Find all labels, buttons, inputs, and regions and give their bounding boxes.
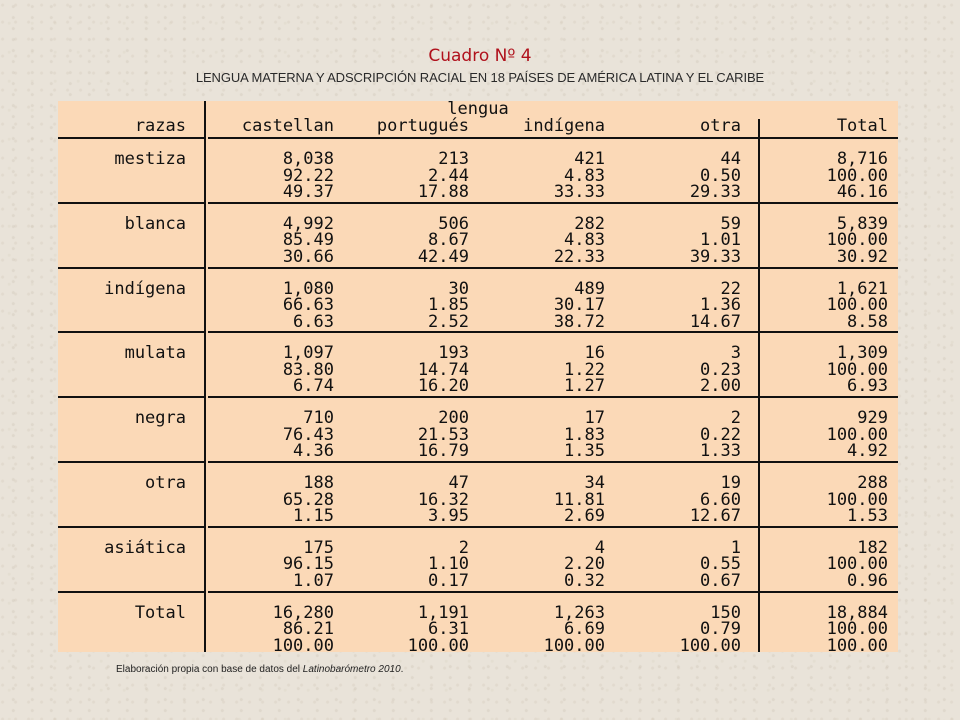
footnote-suffix: . <box>400 664 404 675</box>
table-cell: 14.74 <box>417 359 469 380</box>
table-cell: 76.43 <box>282 424 334 445</box>
table-cell: 175 <box>303 537 334 558</box>
table-cell: 1.33 <box>700 441 741 462</box>
table-cell: 1.01 <box>700 230 741 251</box>
row-label: asiática <box>104 537 186 558</box>
row-separator <box>58 267 204 269</box>
row-label: Total <box>134 602 186 623</box>
table-cell: 83.80 <box>282 359 334 380</box>
table-cell: 100.00 <box>407 635 469 656</box>
table-cell: 100.00 <box>826 165 888 186</box>
page-title: Cuadro Nº 4 <box>428 46 532 66</box>
row-label: mulata <box>124 343 186 364</box>
table-cell: 0.67 <box>700 570 741 591</box>
table-cell: 5,839 <box>836 213 888 234</box>
table-cell: 16,280 <box>272 602 334 623</box>
table-cell: 16.79 <box>417 441 469 462</box>
table-cell: 100.00 <box>826 359 888 380</box>
source-footnote <box>116 664 403 675</box>
column-header-2: indígena <box>523 116 605 136</box>
row-separator <box>208 461 898 463</box>
table-cell: 6.93 <box>847 376 888 397</box>
table-cell: 17.88 <box>417 182 469 202</box>
table-cell: 30 <box>448 278 469 299</box>
table-cell: 38.72 <box>553 311 605 332</box>
table-cell: 506 <box>438 213 469 234</box>
row-separator <box>58 591 204 593</box>
footnote-text: Elaboración propia con base de datos del <box>116 664 303 675</box>
row-separator <box>58 396 204 398</box>
footnote-source: Latinobarómetro 2010 <box>302 664 401 675</box>
table-cell: 4.92 <box>847 441 888 462</box>
table-cell: 46.16 <box>836 182 888 202</box>
row-separator <box>208 331 898 333</box>
table-cell: 17 <box>584 408 605 429</box>
table-cell: 0.96 <box>847 570 888 591</box>
table-cell: 489 <box>574 278 605 299</box>
table-cell: 16.32 <box>417 489 469 510</box>
table-cell: 0.55 <box>700 554 741 575</box>
table-cell: 1,263 <box>553 602 605 623</box>
table-cell: 8,716 <box>836 149 888 169</box>
table-cell: 30.92 <box>836 246 888 267</box>
table-cell: 100.00 <box>826 619 888 640</box>
table-cell: 85.49 <box>282 230 334 251</box>
table-cell: 2.44 <box>428 165 469 186</box>
table-cell: 100.00 <box>826 635 888 656</box>
column-header-1: portugués <box>376 116 469 136</box>
row-label: indígena <box>104 278 186 299</box>
table-cell: 182 <box>857 537 888 558</box>
table-cell: 19 <box>720 473 741 493</box>
table-cell: 4,992 <box>282 213 334 234</box>
table-cell: 100.00 <box>826 424 888 445</box>
table-cell: 1,080 <box>282 278 334 299</box>
table-cell: 1,309 <box>836 343 888 364</box>
table-cell: 44 <box>720 149 741 169</box>
table-cell: 0.17 <box>428 570 469 591</box>
table-cell: 6.60 <box>700 489 741 510</box>
table-cell: 30.17 <box>553 295 605 316</box>
table-cell: 14.67 <box>689 311 741 332</box>
table-cell: 21.53 <box>417 424 469 445</box>
row-separator <box>58 526 204 528</box>
table-cell: 100.00 <box>826 230 888 251</box>
table-cell: 96.15 <box>282 554 334 575</box>
table-cell: 0.50 <box>700 165 741 186</box>
table-cell: 2.69 <box>564 506 605 526</box>
row-separator <box>58 202 204 204</box>
row-label: blanca <box>124 213 186 234</box>
table-cell: 92.22 <box>282 165 334 186</box>
table-cell: 0.32 <box>564 570 605 591</box>
table-cell: 30.66 <box>282 246 334 267</box>
table-cell: 4.83 <box>564 230 605 251</box>
table-cell: 12.67 <box>689 506 741 526</box>
table-cell: 4 <box>594 537 605 558</box>
table-cell: 3.95 <box>428 506 469 526</box>
table-cell: 100.00 <box>826 489 888 510</box>
table-cell: 1.53 <box>847 506 888 526</box>
table-cell: 6.31 <box>428 619 469 640</box>
table-cell: 29.33 <box>689 182 741 202</box>
table-cell: 710 <box>303 408 334 429</box>
table-cell: 1.36 <box>700 295 741 316</box>
table-cell: 1.10 <box>428 554 469 575</box>
column-header-0: castellan <box>241 116 334 136</box>
table-cell: 421 <box>574 149 605 169</box>
table-cell: 1.83 <box>564 424 605 445</box>
table-cell: 200 <box>438 408 469 429</box>
table-cell: 0.79 <box>700 619 741 640</box>
table-cell: 16 <box>584 343 605 364</box>
row-separator <box>208 526 898 528</box>
table-cell: 1.15 <box>293 506 334 526</box>
table-cell: 1,621 <box>836 278 888 299</box>
table-cell: 34 <box>584 473 605 493</box>
table-cell: 0.23 <box>700 359 741 380</box>
table-cell: 65.28 <box>282 489 334 510</box>
table-cell: 11.81 <box>553 489 605 510</box>
table-cell: 59 <box>720 213 741 234</box>
table-cell: 2.00 <box>700 376 741 397</box>
table-cell: 100.00 <box>679 635 741 656</box>
table-cell: 49.37 <box>282 182 334 202</box>
table-cell: 3 <box>730 343 741 364</box>
row-separator <box>208 267 898 269</box>
row-separator <box>208 591 898 593</box>
table-cell: 4.36 <box>293 441 334 462</box>
table-cell: 8.67 <box>428 230 469 251</box>
table-cell: 1 <box>730 537 741 558</box>
table-cell: 6.69 <box>564 619 605 640</box>
table-cell: 16.20 <box>417 376 469 397</box>
table-cell: 33.33 <box>553 182 605 202</box>
table-cell: 47 <box>448 473 469 493</box>
table-cell: 1.35 <box>564 441 605 462</box>
table-cell: 6.74 <box>293 376 334 397</box>
table-cell: 39.33 <box>689 246 741 267</box>
column-header-3: otra <box>700 116 741 136</box>
table-cell: 66.63 <box>282 295 334 316</box>
table-cell: 100.00 <box>826 554 888 575</box>
table-cell: 2 <box>458 537 469 558</box>
table-cell: 288 <box>857 473 888 493</box>
table-cell: 42.49 <box>417 246 469 267</box>
row-separator <box>58 137 204 139</box>
row-separator <box>208 396 898 398</box>
table-cell: 1.07 <box>293 570 334 591</box>
row-label: mestiza <box>114 149 186 169</box>
table-cell: 1.27 <box>564 376 605 397</box>
table-cell: 282 <box>574 213 605 234</box>
table-cell: 1.22 <box>564 359 605 380</box>
table-cell: 100.00 <box>826 295 888 316</box>
table-cell: 2 <box>730 408 741 429</box>
table-cell: 2.52 <box>428 311 469 332</box>
table-cell: 6.63 <box>293 311 334 332</box>
table-cell: 22.33 <box>553 246 605 267</box>
table-cell: 150 <box>710 602 741 623</box>
row-header: razas <box>134 116 186 136</box>
table-cell: 1.85 <box>428 295 469 316</box>
column-header-4: Total <box>836 116 888 136</box>
row-label: otra <box>145 473 186 493</box>
table-cell: 0.22 <box>700 424 741 445</box>
table-cell: 188 <box>303 473 334 493</box>
table-cell: 8.58 <box>847 311 888 332</box>
table-cell: 100.00 <box>272 635 334 656</box>
page-subtitle: LENGUA MATERNA Y ADSCRIPCIÓN RACIAL EN 18 PAÍSES DE AMÉRICA LATINA Y EL CARIBE <box>195 70 765 85</box>
row-separator <box>58 461 204 463</box>
crosstab-table <box>58 99 898 656</box>
table-cell: 4.83 <box>564 165 605 186</box>
table-cell: 193 <box>438 343 469 364</box>
table-cell: 2.20 <box>564 554 605 575</box>
row-separator <box>208 137 898 139</box>
table-cell: 929 <box>857 408 888 429</box>
table-cell: 86.21 <box>282 619 334 640</box>
group-header: lengua <box>447 99 509 119</box>
table-cell: 8,038 <box>282 149 334 169</box>
row-separator <box>208 202 898 204</box>
table-cell: 1,097 <box>282 343 334 364</box>
table-cell: 22 <box>720 278 741 299</box>
table-cell: 18,884 <box>826 602 888 623</box>
row-label: negra <box>134 408 186 429</box>
row-separator <box>58 331 204 333</box>
table-cell: 213 <box>438 149 469 169</box>
table-cell: 1,191 <box>417 602 469 623</box>
table-cell: 100.00 <box>543 635 605 656</box>
